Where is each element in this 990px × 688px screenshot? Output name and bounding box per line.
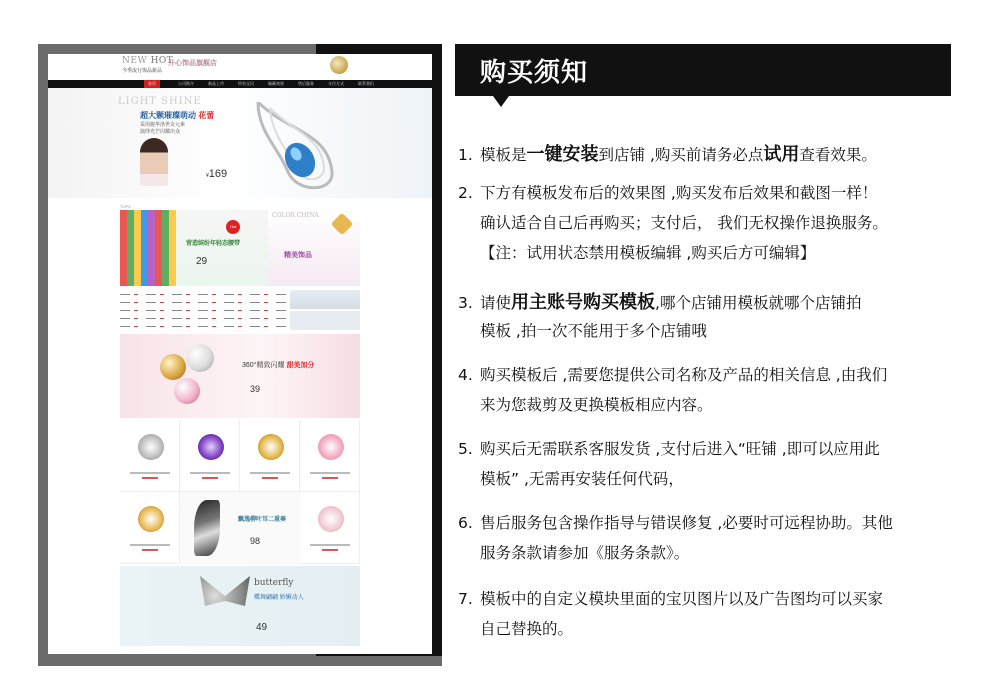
rule-item [458,288,861,318]
notice-title-bar [455,44,951,96]
color-china-text: COLOR CHINA [272,212,319,219]
feature-title: 飘逸柳叶耳二重奏 [238,517,287,523]
product-card[interactable] [240,420,300,492]
rule-item [458,508,893,538]
rule-number: 7. [458,590,473,608]
rule-item [458,178,877,208]
rule-text: 模板 ,拍一次不能用于多个店铺哦 [480,322,707,340]
hero-banner[interactable] [48,88,432,198]
rule-text: 下方有模板发布后的效果图 ,购买发布后效果和截图一样！ [480,184,878,202]
rule-text: 售后服务包含操作指导与错误修复 ,必要时可远程协助。其他 [480,514,893,532]
hot-badge: Hot [226,220,240,234]
rule-text: 模板是 [480,146,527,164]
rule-number: 3. [458,294,473,312]
rule-text: 自己替换的。 [480,620,574,638]
category-row[interactable] [120,294,290,295]
gold-earring-image [160,354,186,380]
category-row[interactable] [120,302,290,303]
rule-number: 6. [458,514,473,532]
feature-price: 98 [250,536,261,546]
banner-price: ¥169 [206,168,228,180]
template-preview-screenshot [48,54,432,654]
feather-earring-image [194,500,220,556]
promo-middle [176,210,268,286]
rule-text: 到店铺 ,购买前请务必点 [598,146,764,164]
rule-item-continued [458,208,888,238]
banner-price-value: 169 [208,168,228,180]
product-card[interactable] [120,492,180,564]
title-pointer-icon [493,96,509,107]
rule-item-continued [458,614,573,644]
category-side-ads[interactable] [290,290,360,330]
banner-title-a: 超大颗璀璨萌动 [140,111,196,120]
earring-title-b: 甜美加分 [286,362,315,369]
promo-price: 29 [196,256,208,267]
rule-text: 模板” ,无需再安装任何代码， [480,470,684,488]
promo-sign: 精美饰品 [284,252,312,259]
logo-new-text: NEW [122,56,148,66]
rule-number: 2. [458,184,473,202]
product-image [138,434,164,460]
nav-item[interactable]: 售后服务 [298,81,314,86]
product-image [318,506,344,532]
rule-text: 查看效果。 [799,146,877,164]
nav-item[interactable]: 联系我们 [358,81,374,86]
earring-title-a: 360°精致闪耀 [242,362,285,369]
pendant-image [248,102,334,194]
product-card[interactable] [300,420,360,492]
product-card[interactable] [120,420,180,492]
banner-title [140,110,214,121]
butterfly-banner[interactable] [120,566,360,646]
banner-tag: LIGHT SHINE [118,96,202,107]
rule-emphasis: 一键安装 [526,144,599,165]
promo-banner[interactable] [120,210,360,286]
butterfly-sub: 蝶舞翩翩 娇媚动人 [254,595,304,601]
model-photo [140,138,168,186]
product-image [258,434,284,460]
heart-pendant-icon [331,213,354,236]
rule-text: 确认适合自己后再购买；支付后， 我们无权操作退换服务。 [480,214,888,232]
rule-text: ,哪个店铺用模板就哪个店铺拍 [655,294,862,312]
product-image [318,434,344,460]
logo-hot-text: HOT [150,56,174,66]
category-block [120,288,360,332]
butterfly-ring-image [200,576,250,626]
store-nav [48,80,432,88]
product-image [138,506,164,532]
store-name: 开心饰品旗舰店 [168,60,217,67]
butterfly-price: 49 [256,622,268,633]
category-row[interactable] [120,326,290,327]
rule-item-continued [458,238,815,268]
rule-item [458,584,883,614]
earring-price: 39 [250,384,261,394]
notice-title: 购买须知 [480,58,589,88]
crown-logo-icon [330,56,348,74]
category-row[interactable] [120,310,290,311]
store-logo [122,56,173,66]
frame-bottom-edge [38,656,442,666]
rule-item-continued [458,538,689,568]
earring-banner[interactable] [120,334,360,418]
rule-item [458,140,877,170]
ribbon-belts-image [120,210,176,286]
rule-number: 1. [458,146,473,164]
nav-item[interactable]: 公司简介 [178,81,194,86]
logo-subtitle: 今季流行饰品新品 [122,68,163,74]
nav-item[interactable]: 支付方式 [328,81,344,86]
section-label: TOPS [120,204,131,209]
product-card[interactable] [300,492,360,564]
rule-text: 【注：试用状态禁用模板编辑 ,购买后方可编辑】 [480,244,816,262]
pink-ball-image [174,378,200,404]
rule-text: 购买模板后 ,需要您提供公司名称及产品的相关信息 ,由我们 [480,366,888,384]
promo-text: 营造缤纷年轻态腰带 [186,241,241,247]
rule-emphasis: 试用 [763,144,800,165]
rule-item [458,434,880,464]
rule-text: 请使 [480,294,512,312]
rule-text: 来为您裁剪及更换模板相应内容。 [480,396,713,414]
rule-text: 服务条款请参加《服务条款》。 [480,544,690,562]
earring-title [242,360,314,370]
crystal-ball-image [186,344,214,372]
product-card[interactable] [180,420,240,492]
category-row[interactable] [120,318,290,319]
rule-emphasis: 用主账号购买模板 [511,292,656,313]
rule-number: 5. [458,440,473,458]
banner-sub1: 采用施华洛世奇元素 [140,122,186,128]
rule-number: 4. [458,366,473,384]
butterfly-title: butterfly [254,578,294,588]
rule-text: 模板中的自定义模块里面的宝贝图片以及广告图均可以买家 [480,590,884,608]
rule-item-continued [458,316,707,346]
feature-product[interactable] [180,492,300,564]
banner-title-b: 花蕾 [198,111,215,120]
promo-right [268,210,360,286]
nav-item-home[interactable]: 首页 [144,80,160,88]
rule-item-continued [458,390,713,420]
rule-item-continued [458,464,684,494]
product-grid [120,420,360,564]
rule-text: 购买后无需联系客服发货 ,支付后进入“旺铺 ,即可以应用此 [480,440,880,458]
store-header [48,54,432,80]
nav-item[interactable]: 佩戴效果 [268,81,284,86]
banner-sub2: 演绎光芒闪耀出众 [140,129,181,135]
product-image [198,434,224,460]
rule-item [458,360,887,390]
nav-item[interactable]: 所有宝贝 [238,81,254,86]
nav-item[interactable]: 新品上市 [208,81,224,86]
